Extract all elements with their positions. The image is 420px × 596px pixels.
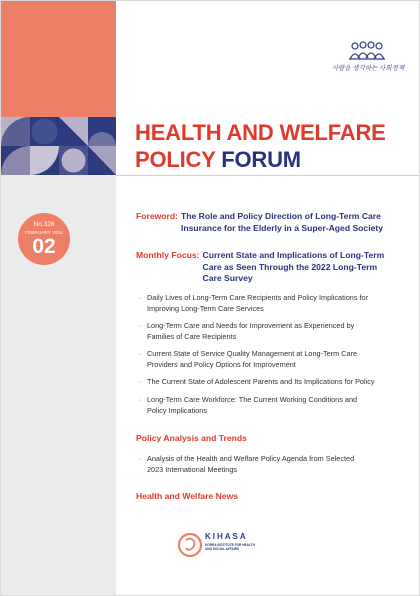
org-name: KIHASA [205,532,248,541]
title-line-2 [135,146,386,173]
issue-big-number: 02 [32,235,56,258]
monthly-focus-text-line-1: Current State and Implications of Long-Term [202,250,385,260]
list-item-line-1: Daily Lives of Long-Term Care Recipients and Policy Implications for [147,293,369,302]
list-item [139,321,415,342]
list-item [139,395,415,416]
header-divider [116,175,420,176]
list-item [139,377,415,388]
issue-date: FEBRUARY 2024 [25,230,63,235]
foreword-section [136,211,383,234]
list-item-line-1: Long-Term Care and Needs for Improvement as Experienced by [147,321,355,330]
monthly-focus-label: Monthly Focus: [136,250,200,260]
issue-number: No.328 [33,221,55,228]
org-subtitle: KOREA INSTITUTE FOR HEALTH AND SOCIAL AFFAIRS [205,543,255,551]
list-item-line-1: Long-Term Care Workforce: The Current Working Conditions and [147,395,358,404]
logo-tagline: 사람을 생각하는 사회정책 [331,65,405,72]
title-policy: POLICY [135,147,216,172]
people-logo-icon [335,37,401,81]
bullet-icon: · [139,395,142,404]
title-forum: FORUM [221,147,301,172]
list-item [139,293,415,314]
salmon-block [1,1,116,117]
list-item-line-2: Families of Care Recipients [147,331,237,341]
title-line-1: HEALTH AND WELFARE [135,120,386,145]
page-title [135,119,386,173]
list-item [139,349,415,370]
monthly-focus-section [136,250,384,285]
policy-analysis-heading: Policy Analysis and Trends [136,433,247,443]
list-item-line-2: Policy Implications [147,405,208,415]
monthly-focus-text [203,250,385,285]
bullet-icon: · [139,293,142,302]
list-item-line-1: Current State of Service Quality Management at Long-Term Care [147,349,358,358]
foreword-text [181,211,383,234]
foreword-text-line-1: The Role and Policy Direction of Long-Term Care [181,211,381,221]
monthly-focus-text-line-3: Care Survey [202,273,253,284]
list-item [139,454,415,475]
list-item-line-1: Analysis of the Health and Welfare Policy Agenda from Selected [147,454,355,463]
foreword-label: Foreword: [136,211,179,221]
news-heading: Health and Welfare News [136,491,239,501]
foreword-text-line-2: Insurance for the Elderly in a Super-Aged Society [181,222,384,233]
geometric-pattern [1,117,116,175]
monthly-focus-text-line-2: Care as Seen Through the 2022 Long-Term [202,261,378,272]
bullet-icon: · [139,349,142,358]
bullet-icon: · [139,454,142,463]
list-item-line-2: Providers and Policy Options for Improvement [147,359,296,369]
issue-badge [18,213,70,265]
list-item-line-2: 2023 International Meetings [147,464,238,474]
list-item-line-1: The Current State of Adolescent Parents and Its Implications for Policy [147,377,375,386]
bullet-icon: · [139,321,142,330]
list-item-line-2: Improving Long-Term Care Services [147,303,264,313]
bullet-icon: · [139,377,142,386]
